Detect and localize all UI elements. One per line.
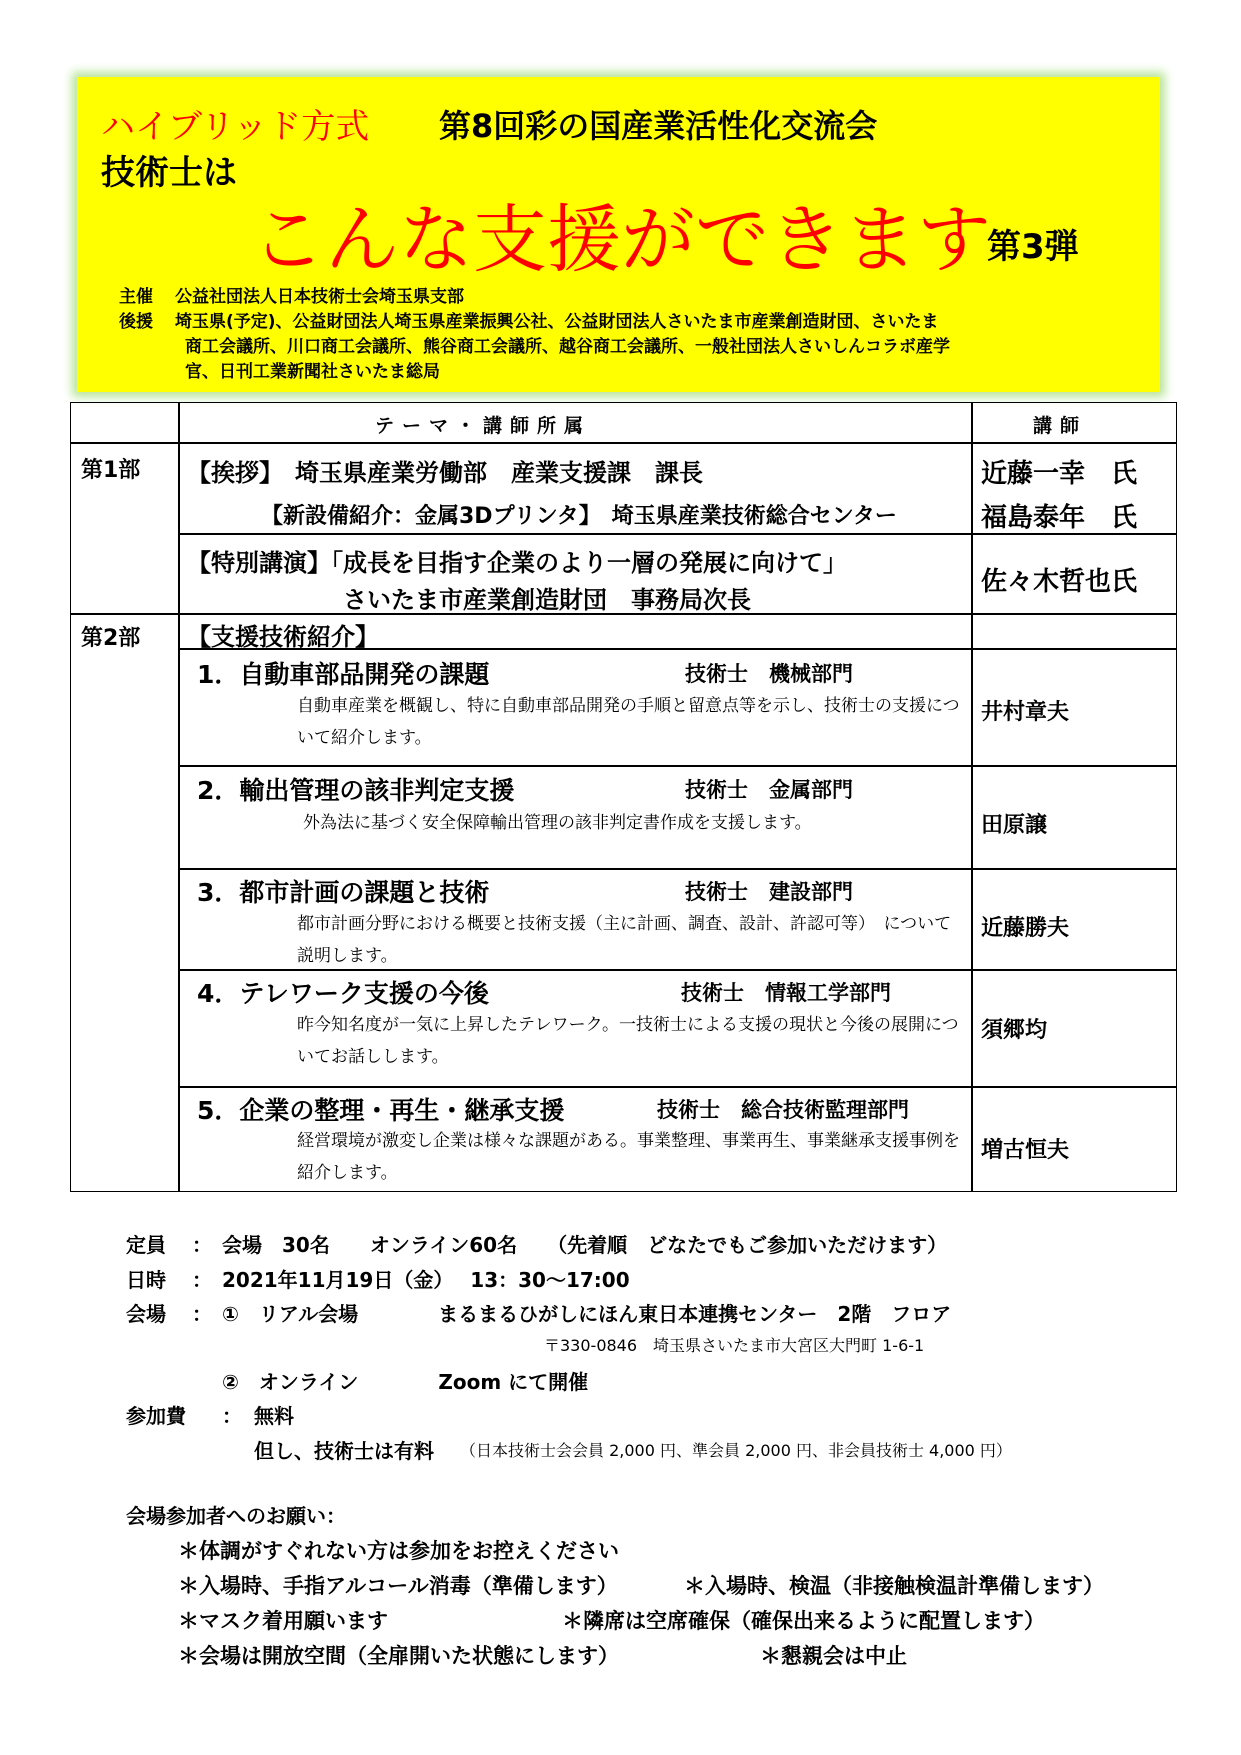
speaker: 福島泰年 氏 [981,503,1138,533]
organizer: 公益社団法人日本技術士会埼玉県支部 [175,287,464,307]
speaker: 井村章夫 [981,700,1070,725]
supporters-label: 後援 [119,312,153,332]
topic-field: 技術士 機械部門 [685,662,853,686]
fee-label: 参加費 [126,1404,186,1428]
supporters-line: 官、日刊工業新聞社さいたま総局 [185,362,440,382]
divider [971,403,973,1191]
fee: 無料 [254,1404,294,1428]
topic-title: 2．輸出管理の該非判定支援 [197,776,515,805]
speaker: 近藤勝夫 [981,916,1070,941]
speaker: 須郷均 [981,1018,1048,1043]
speaker: 佐々木哲也氏 [981,567,1138,597]
topic-description: 自動車産業を概観し、特に自動車部品開発の手順と留意点等を示し、技術士の支援について紹介します。 [297,696,960,748]
venue-real: ① リアル会場 まるまるひがしにほん東日本連携センター 2階 フロア [222,1302,952,1326]
col-header-theme: テーマ・講師所属 [375,415,592,437]
part2-heading: 【支援技術紹介】 [187,623,379,651]
topic-description: 昨今知名度が一気に上昇したテレワーク。一技術士による支援の現状と今後の展開についてお話しします。 [297,1015,959,1067]
program-table [70,402,1177,1192]
note-item: ＊会場は開放空間（全扉開いた状態にします） [178,1644,619,1668]
note-item: ＊入場時、検温（非接触検温計準備します） [684,1574,1104,1598]
event-title: 第8回彩の国産業活性化交流会 [439,107,878,145]
divider [178,765,1176,767]
capacity: 会場 30名 オンライン60名 （先着順 どなたでもご参加いただけます） [222,1233,948,1257]
colon: ： [192,1233,212,1257]
speaker: 田原譲 [981,813,1048,838]
equipment-intro: 【新設備紹介：金属3Dプリンタ】 埼玉県産業技術総合センター [261,504,897,529]
topic-description: 都市計画分野における概要と技術支援（主に計画、調査、設計、許認可等） について説明します。 [297,914,952,966]
note-item: ＊体調がすぐれない方は参加をお控えください [178,1539,619,1563]
speaker: 近藤一幸 氏 [981,459,1138,489]
divider [178,868,1176,870]
venue-label: 会場 [126,1302,166,1326]
note-item: ＊隣席は空席確保（確保出来るように配置します） [562,1609,1045,1633]
header-banner [77,77,1160,392]
topic-title: 3．都市計画の課題と技術 [197,878,490,907]
fee-note: 但し、技術士は有料 [254,1439,434,1463]
note-item: ＊入場時、手指アルコール消毒（準備します） [178,1574,618,1598]
topic-description: 外為法に基づく安全保障輸出管理の該非判定書作成を支援します。 [303,813,812,833]
notes-heading: 会場参加者へのお願い： [126,1504,346,1528]
colon: ： [192,1268,212,1292]
speaker: 増古恒夫 [981,1138,1070,1163]
special-lecture: 【特別講演】「成長を目指す企業のより一層の発展に向けて」 [187,549,847,577]
edition: 第3弾 [987,227,1079,267]
fee-detail: （日本技術士会会員 2,000 円、準会員 2,000 円、非会員技術士 4,000 円） [460,1441,1012,1460]
note-item: ＊懇親会は中止 [760,1644,907,1668]
organizer-label: 主催 [119,287,153,307]
col-header-speaker: 講師 [1033,415,1088,437]
divider [178,1086,1176,1088]
date: 2021年11月19日（金） 13：30～17:00 [222,1268,630,1292]
supporters-line: 商工会議所、川口商工会議所、熊谷商工会議所、越谷商工会議所、一般社団法人さいしんコラボ産学 [185,337,950,357]
topic-field: 技術士 建設部門 [685,880,853,904]
topic-field: 技術士 金属部門 [685,778,853,802]
part1-label: 第1部 [81,458,141,483]
topic-title: 5．企業の整理・再生・継承支援 [197,1096,565,1125]
colon: ： [192,1302,212,1326]
venue-address: 〒330-0846 埼玉県さいたま市大宮区大門町 1-6-1 [544,1336,925,1355]
note-item: ＊マスク着用願います [178,1609,388,1633]
colon: ： [222,1404,242,1428]
date-label: 日時 [126,1268,166,1292]
capacity-label: 定員 [126,1233,166,1257]
topic-field: 技術士 情報工学部門 [681,981,891,1005]
topic-field: 技術士 総合技術監理部門 [657,1098,909,1122]
supporters-line: 埼玉県(予定)、公益財団法人埼玉県産業振興公社、公益財団法人さいたま市産業創造財団、さいたま [175,312,939,332]
divider [71,442,1176,444]
greeting: 【挨拶】 埼玉県産業労働部 産業支援課 課長 [187,459,703,487]
topic-title: 1．自動車部品開発の課題 [197,660,490,689]
lecture-affiliation: さいたま市産業創造財団 事務局次長 [343,586,751,614]
hybrid-label: ハイブリッド方式 [101,107,370,147]
part2-label: 第2部 [81,626,141,651]
topic-title: 4．テレワーク支援の今後 [197,979,489,1008]
venue-online: ② オンライン Zoom にて開催 [222,1370,589,1394]
subtitle: 技術士は [101,153,237,193]
headline: こんな支援ができます [251,197,991,283]
divider [178,403,180,1191]
topic-description: 経営環境が激変し企業は様々な課題がある。事業整理、事業再生、事業継承支援事例を紹介します。 [297,1131,960,1183]
